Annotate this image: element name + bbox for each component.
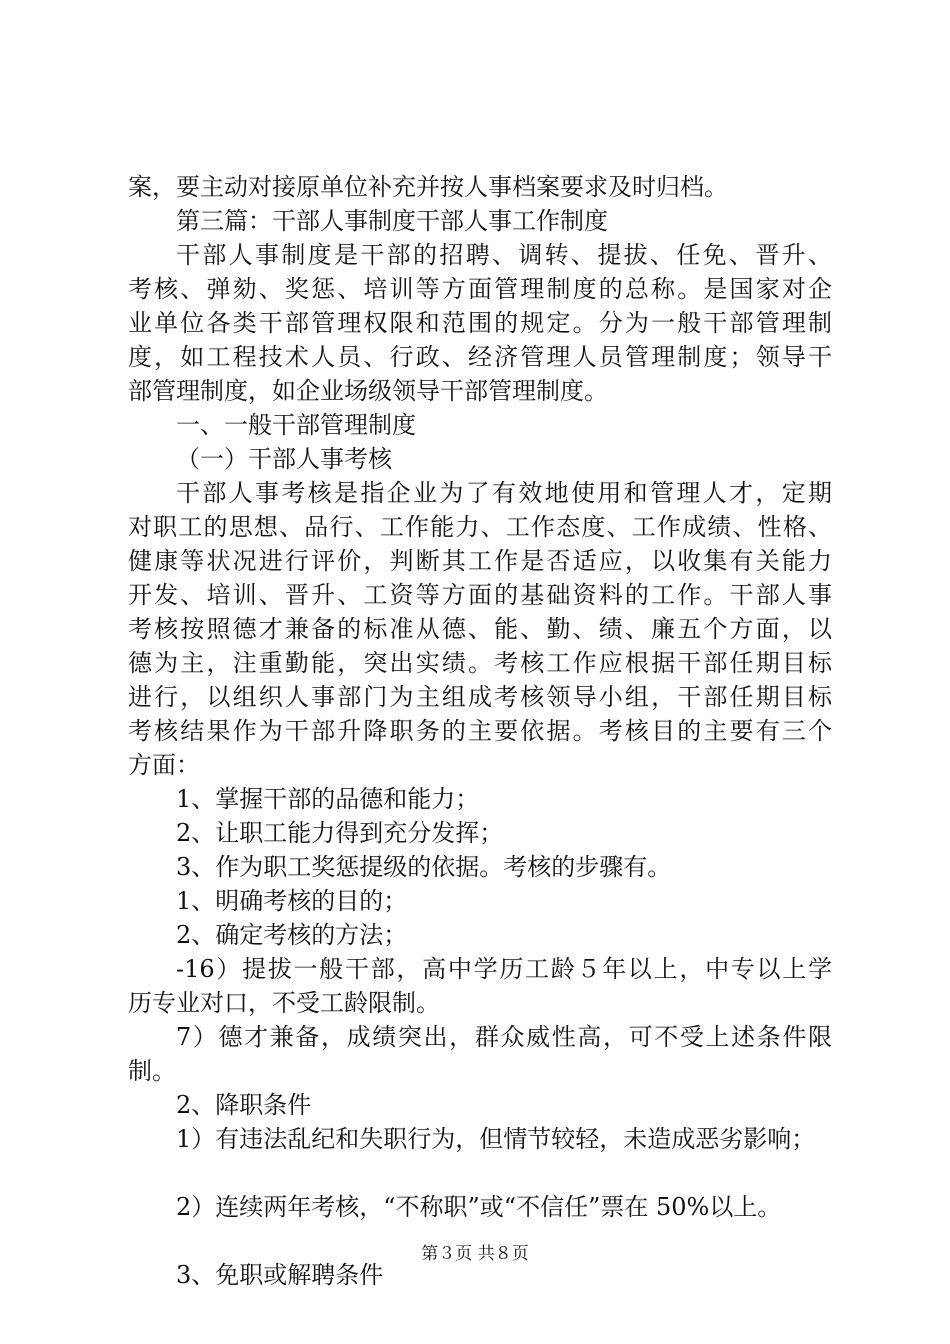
list-item: 2、让职工能力得到充分发挥； <box>176 819 504 847</box>
text-line: 对职工的思想、品行、工作能力、工作态度、工作成绩、性格、 <box>128 513 832 541</box>
text-line: 进行，以组织人事部门为主组成考核领导小组，干部任期目标 <box>128 683 832 711</box>
text-line: 历专业对口，不受工龄限制。 <box>128 989 440 1017</box>
text-line: 部管理制度，如企业场级领导干部管理制度。 <box>128 377 608 405</box>
text-line: 干部人事考核是指企业为了有效地使用和管理人才，定期 <box>176 479 832 507</box>
text-line: -16）提拔一般干部，高中学历工龄５年以上，中专以上学 <box>176 955 832 983</box>
section-heading: 一、一般干部管理制度 <box>176 411 416 439</box>
list-item: 3、作为职工奖惩提级的依据。考核的步骤有。 <box>176 853 672 881</box>
text-line: 开发、培训、晋升、工资等方面的基础资料的工作。干部人事 <box>128 581 832 609</box>
text-line: 度，如工程技术人员、行政、经济管理人员管理制度；领导干 <box>128 343 832 371</box>
list-item: 2）连续两年考核，“不称职”或“不信任”票在 50%以上。 <box>176 1193 782 1221</box>
text-line: 考核、弹劾、奖惩、培训等方面管理制度的总称。是国家对企 <box>128 275 832 303</box>
text-line: 干部人事制度是干部的招聘、调转、提拔、任免、晋升、 <box>176 241 832 269</box>
text-line: 德为主，注重勤能，突出实绩。考核工作应根据干部任期目标 <box>128 649 832 677</box>
text-line: 业单位各类干部管理权限和范围的规定。分为一般干部管理制 <box>128 309 832 337</box>
list-item: 1）有违法乱纪和失职行为，但情节较轻，未造成恶劣影响； <box>176 1125 816 1153</box>
list-item: 2、确定考核的方法； <box>176 921 408 949</box>
section-heading: 3、免职或解聘条件 <box>176 1261 384 1289</box>
document-body <box>128 170 832 1292</box>
text-line: 考核按照德才兼备的标准从德、能、勤、绩、廉五个方面，以 <box>128 615 832 643</box>
section-heading: 第三篇：干部人事制度干部人事工作制度 <box>176 207 608 235</box>
text-line: 方面： <box>128 751 200 779</box>
page-number-footer: 第３页 共８页 <box>421 1244 529 1264</box>
section-heading: 2、降职条件 <box>176 1091 312 1119</box>
list-item: 1、掌握干部的品德和能力； <box>176 785 480 813</box>
text-line: 7）德才兼备，成绩突出，群众威性高，可不受上述条件限 <box>176 1023 832 1051</box>
section-heading: （一）干部人事考核 <box>176 445 392 473</box>
text-line: 健康等状况进行评价，判断其工作是否适应，以收集有关能力 <box>128 547 832 575</box>
text-line: 考核结果作为干部升降职务的主要依据。考核目的主要有三个 <box>128 717 832 745</box>
list-item: 1、明确考核的目的； <box>176 887 408 915</box>
text-line: 制。 <box>128 1057 176 1085</box>
text-line: 案，要主动对接原单位补充并按人事档案要求及时归档。 <box>128 173 728 201</box>
